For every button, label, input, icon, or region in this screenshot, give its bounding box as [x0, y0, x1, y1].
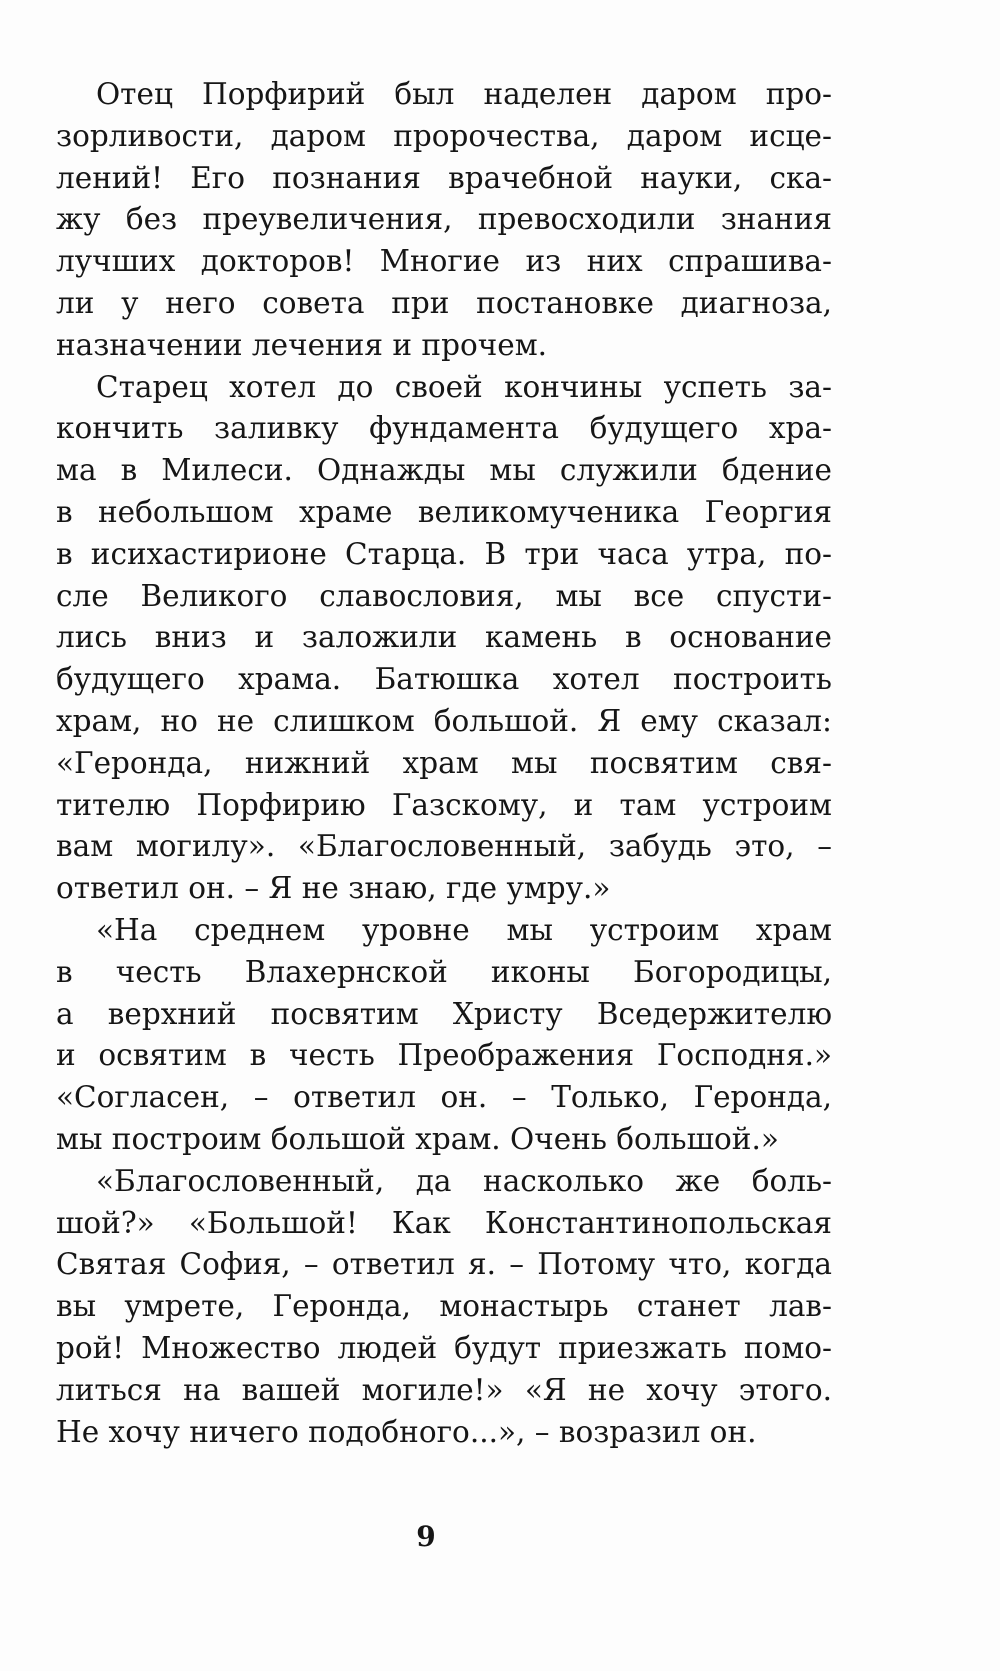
paragraph-3: [56, 910, 832, 1161]
text-line: а верхний посвятим Христу Вседержителю: [56, 996, 832, 1031]
text-line: ответил он. – Я не знаю, где умру.»: [56, 871, 611, 906]
text-line: вам могилу». «Благословенный, забудь это, –: [56, 829, 832, 864]
text-line: сле Великого славословия, мы все спусти-: [56, 578, 832, 613]
text-line: «Согласен, – ответил он. – Только, Геронда,: [56, 1080, 832, 1115]
paragraph-1: [56, 74, 832, 367]
text-line: будущего храма. Батюшка хотел построить: [56, 662, 832, 697]
text-line: вы умрете, Геронда, монастырь станет лав-: [56, 1289, 832, 1324]
text-line: назначении лечения и прочем.: [56, 327, 548, 362]
text-line: рой! Множество людей будут приезжать помо-: [56, 1330, 832, 1365]
text-line: лений! Его познания врачебной науки, ска-: [56, 160, 832, 195]
text-line: в честь Влахернской иконы Богородицы,: [56, 954, 832, 989]
text-line: литься на вашей могиле!» «Я не хочу этого.: [56, 1372, 832, 1407]
text-line: Не хочу ничего подобного...», – возразил он.: [56, 1414, 757, 1449]
paragraph-2: [56, 367, 832, 910]
text-line: тителю Порфирию Газскому, и там устроим: [56, 787, 832, 822]
page-number: 9: [416, 1520, 436, 1553]
text-line: Старец хотел до своей кончины успеть за-: [96, 369, 832, 404]
text-line: Отец Порфирий был наделен даром про-: [96, 77, 832, 111]
text-line: ли у него совета при постановке диагноза,: [56, 285, 832, 320]
text-line: «Благословенный, да насколько же боль-: [96, 1163, 832, 1198]
text-line: жу без преувеличения, превосходили знания: [56, 202, 832, 237]
text-line: храм, но не слишком большой. Я ему сказал:: [56, 703, 832, 738]
text-line: «Геронда, нижний храм мы посвятим свя-: [56, 745, 832, 780]
text-line: Святая София, – ответил я. – Потому что, когда: [56, 1247, 832, 1282]
text-line: лись вниз и заложили камень в основание: [56, 620, 832, 655]
text-line: в исихастирионе Старца. В три часа утра, по-: [56, 536, 832, 571]
text-line: в небольшом храме великомученика Георгия: [56, 494, 832, 529]
text-line: мы построим большой храм. Очень большой.»: [56, 1121, 779, 1156]
paragraph-4: [56, 1161, 832, 1454]
text-line: зорливости, даром пророчества, даром исце-: [56, 118, 832, 153]
text-line: и освятим в честь Преображения Господня.»: [56, 1038, 832, 1073]
text-line: шой?» «Большой! Как Константинопольская: [56, 1205, 832, 1240]
page-body-text: [56, 74, 832, 1453]
text-line: кончить заливку фундамента будущего хра-: [56, 411, 832, 446]
text-line: лучших докторов! Многие из них спрашива-: [56, 244, 832, 279]
text-line: «На среднем уровне мы устроим храм: [96, 912, 832, 947]
text-line: ма в Милеси. Однажды мы служили бдение: [56, 453, 832, 488]
